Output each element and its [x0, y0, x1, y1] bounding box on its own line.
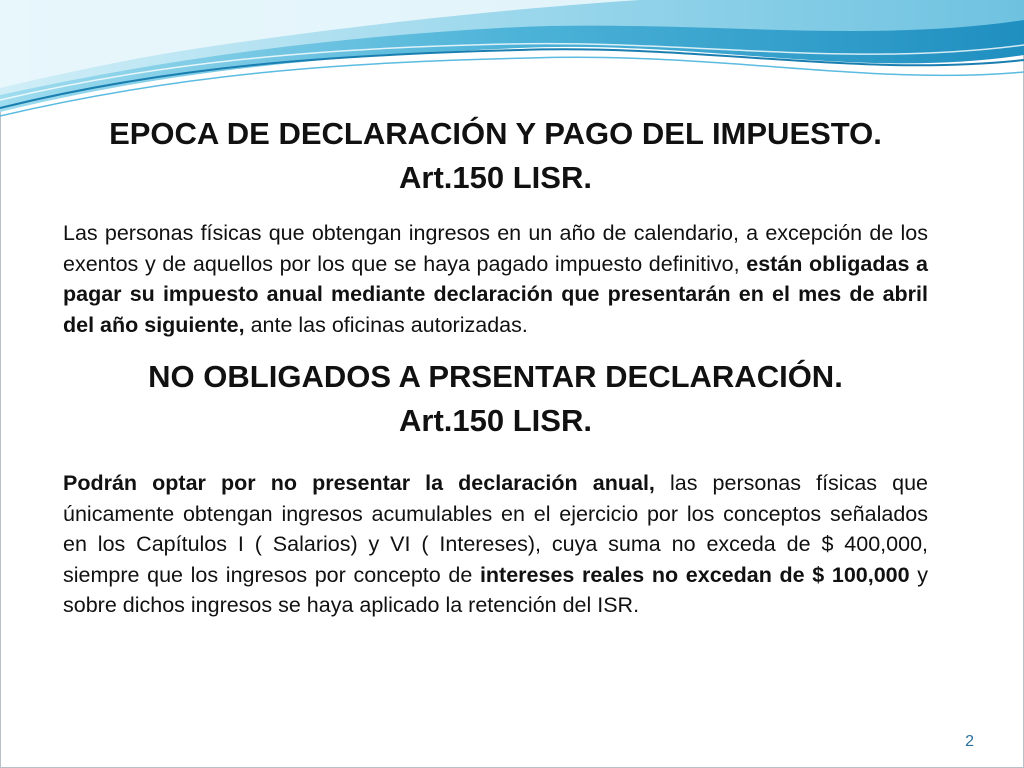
section2-text1: las personas físicas que únicamente obtengan ingresos acumulables en el ejercicio por los conceptos señalados en los Capítulos I ( Salarios) y VI ( Intereses), cuya suma no exceda de $ 400,000, siempre que los ingresos por concepto de [63, 471, 928, 587]
section2-bold1: Podrán optar por no presentar la declaración anual, [63, 471, 655, 495]
section1-heading [63, 112, 928, 200]
section2-heading [63, 355, 928, 443]
section2-title-line2: Art.150 LISR. [399, 403, 592, 438]
section1-text1: Las personas físicas que obtengan ingresos en un año de calendario, a excepción de los exentos y de aquellos por los que se haya pagado impuesto definitivo, [63, 221, 928, 276]
section1-title-line1: EPOCA DE DECLARACIÓN Y PAGO DEL IMPUESTO. [109, 116, 882, 151]
section1-title-line2: Art.150 LISR. [399, 160, 592, 195]
section2-paragraph [63, 468, 928, 621]
page-number: 2 [965, 733, 974, 750]
section1-text2: ante las oficinas autorizadas. [244, 312, 528, 337]
section2-text2: y sobre dichos ingresos se haya aplicado la retención del ISR. [63, 562, 928, 617]
section1-bold1: están obligadas a pagar su impuesto anual mediante declaración que presentarán en el mes de abril del año siguiente, [63, 251, 928, 337]
slide-content [63, 112, 928, 621]
section2-title-line1: NO OBLIGADOS A PRSENTAR DECLARACIÓN. [148, 359, 843, 394]
section2-bold2: intereses reales no excedan de $ 100,000 [479, 562, 910, 587]
section1-paragraph [63, 218, 928, 340]
header-wave-decoration [0, 0, 1024, 130]
